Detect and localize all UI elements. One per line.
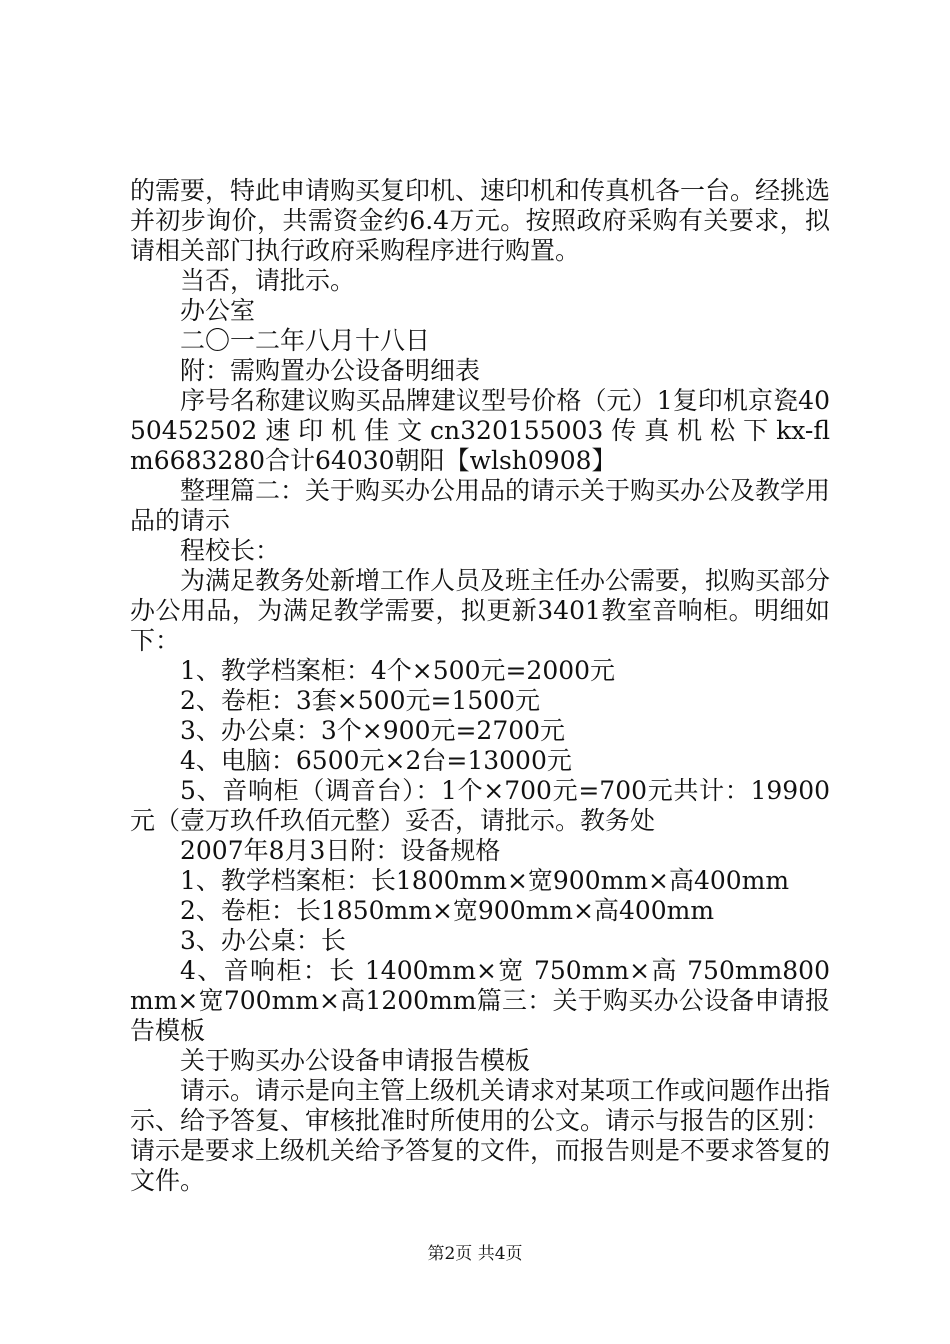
list-item-archive-cabinet: 1、教学档案柜：4个×500元=2000元 (180, 656, 616, 685)
page-number-footer: 第2页 共4页 (427, 1244, 523, 1264)
spec-item-desk: 3、办公桌：长 (180, 926, 346, 955)
paragraph-definition: 请示。请示是向主管上级机关请求对某项工作或问题作出指示、给予答复、审核批准时所使用的公文。请示与报告的区别：请示是要求上级机关给予答复的文件，而报告则是不要求答复的文件。 (130, 1076, 831, 1195)
paragraph-equipment-list: 序号名称建议购买品牌建议型号价格（元）1复印机京瓷4050452502 速 印 机 佳 文 cn320155003 传 真 机 松 下 kx-flm6683280合计64030朝阳【wlsh0908】 (130, 386, 830, 475)
paragraph-spec-date: 2007年8月3日附：设备规格 (180, 836, 501, 865)
list-item-desk: 3、办公桌：3个×900元=2700元 (180, 716, 566, 745)
spec-item-audio-cabinet: 4、音响柜：长 1400mm×宽 750mm×高 750mm800mm×宽700mm×高1200mm篇三：关于购买办公设备申请报告模板 (130, 956, 830, 1045)
paragraph-date: 二〇一二年八月十八日 (180, 326, 431, 355)
spec-item-file-cabinet: 2、卷柜：长1850mm×宽900mm×高400mm (180, 896, 715, 925)
list-item-computer: 4、电脑：6500元×2台=13000元 (180, 746, 572, 775)
paragraph-continuation: 的需要，特此申请购买复印机、速印机和传真机各一台。经挑选并初步询价，共需资金约6.4万元。按照政府采购有关要求，拟请相关部门执行政府采购程序进行购置。 (130, 176, 831, 265)
paragraph-approval-request: 当否，请批示。 (180, 266, 356, 295)
paragraph-purpose: 为满足教务处新增工作人员及班主任办公需要，拟购买部分办公用品，为满足教学需要，拟更新3401教室音响柜。明细如下： (130, 566, 831, 655)
paragraph-salutation: 程校长： (180, 536, 281, 565)
document-body (130, 176, 830, 1196)
paragraph-section-three-title: 关于购买办公设备申请报告模板 (180, 1046, 531, 1075)
spec-item-archive-cabinet: 1、教学档案柜：长1800mm×宽900mm×高400mm (180, 866, 790, 895)
paragraph-attachment-title: 附：需购置办公设备明细表 (180, 356, 481, 385)
list-item-file-cabinet: 2、卷柜：3套×500元=1500元 (180, 686, 541, 715)
paragraph-section-two-title: 整理篇二：关于购买办公用品的请示关于购买办公及教学用品的请示 (130, 476, 831, 535)
list-item-audio-cabinet-total: 5、音响柜（调音台）：1个×700元=700元共计：19900元（壹万玖仟玖佰元整）妥否，请批示。教务处 (130, 776, 830, 835)
paragraph-office-signature: 办公室 (180, 296, 256, 325)
